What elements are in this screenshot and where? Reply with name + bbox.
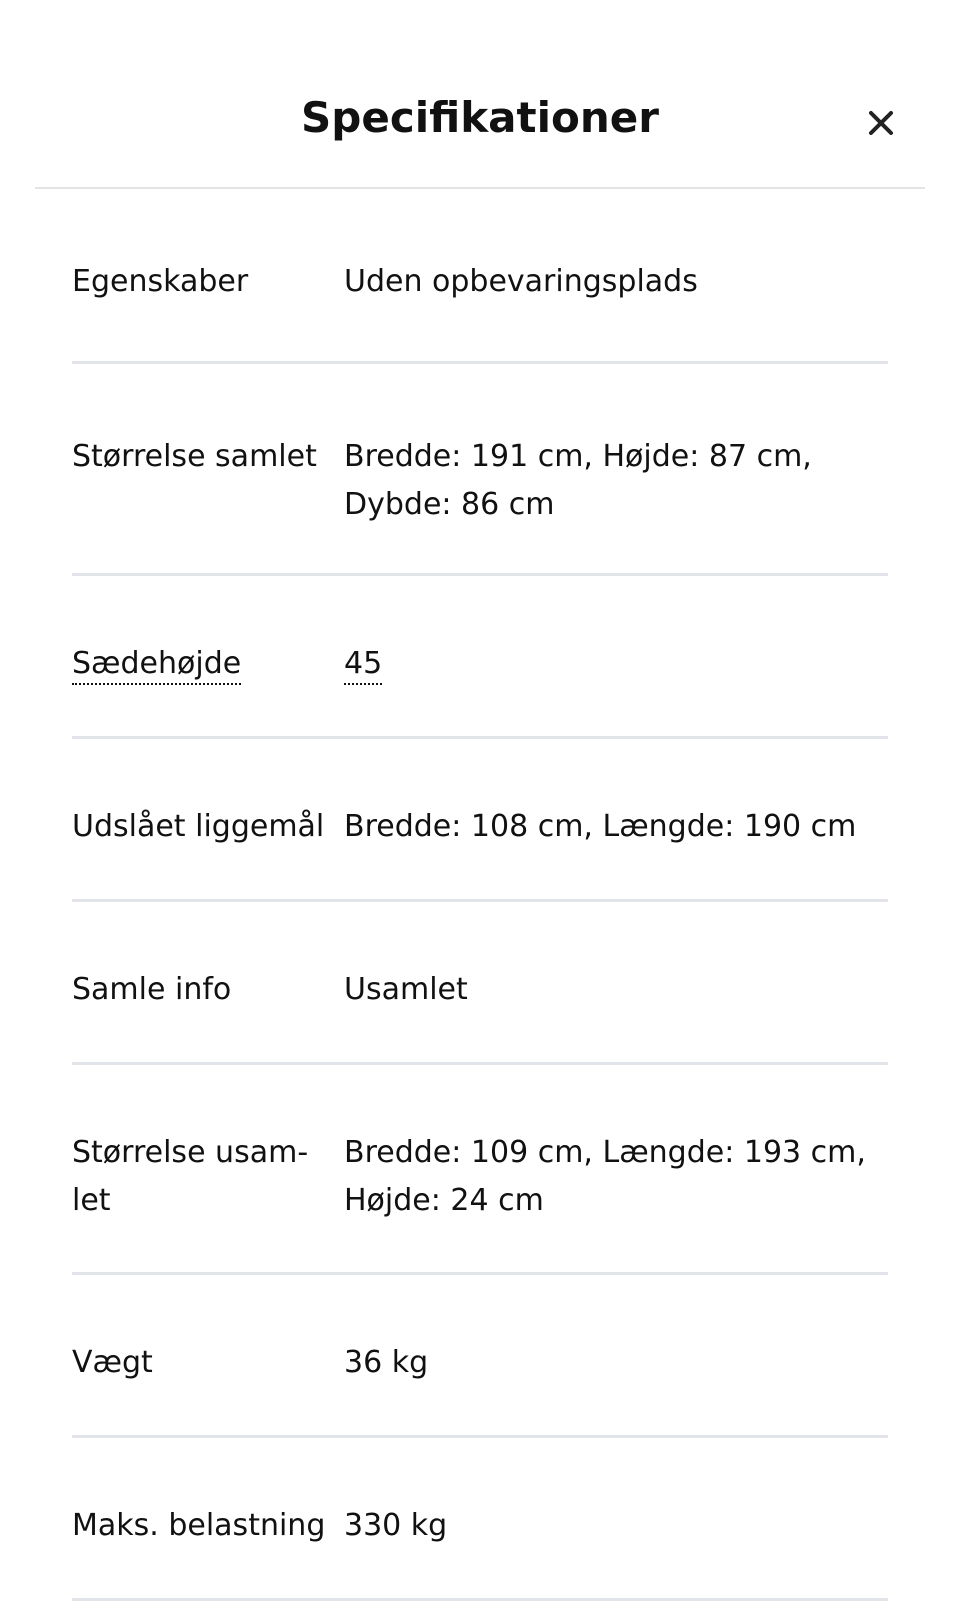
spec-row-saedehoejde bbox=[72, 576, 888, 739]
spec-value: Bredde: 108 cm, Længde: 190 cm bbox=[344, 809, 857, 844]
spec-row-udslaaet-liggemaal bbox=[72, 739, 888, 902]
spec-row-egenskaber bbox=[72, 189, 888, 364]
spec-row-vaegt bbox=[72, 1275, 888, 1438]
spec-value: Bredde: 109 cm, Længde: 193 cm, Højde: 24 cm bbox=[344, 1135, 866, 1218]
spec-label: Vægt bbox=[72, 1345, 153, 1380]
spec-value: Usamlet bbox=[344, 972, 468, 1007]
spec-value: 36 kg bbox=[344, 1345, 429, 1380]
spec-row-samle-info bbox=[72, 902, 888, 1065]
spec-value: 330 kg bbox=[344, 1508, 448, 1543]
spec-row-stoerrelse-samlet bbox=[72, 364, 888, 576]
spec-label: Maks. belastning bbox=[72, 1508, 326, 1543]
spec-row-maks-belastning bbox=[72, 1438, 888, 1601]
spec-label: Størrelse samlet bbox=[72, 439, 317, 474]
spec-label: Samle info bbox=[72, 972, 232, 1007]
spec-value: Bredde: 191 cm, Højde: 87 cm, Dybde: 86 cm bbox=[344, 439, 812, 522]
modal-title: Specifikationer bbox=[301, 93, 659, 142]
close-button[interactable] bbox=[862, 104, 900, 142]
spec-label: Udslået liggemål bbox=[72, 809, 325, 844]
spec-value-tooltip[interactable]: 45 bbox=[344, 646, 382, 685]
spec-label-tooltip[interactable]: Sædehøjde bbox=[72, 646, 241, 685]
spec-row-stoerrelse-usamlet bbox=[72, 1065, 888, 1275]
close-icon bbox=[868, 110, 894, 136]
modal-header bbox=[0, 0, 960, 186]
spec-list bbox=[72, 189, 888, 1601]
spec-label: Egenskaber bbox=[72, 264, 249, 299]
spec-value: Uden opbevaringsplads bbox=[344, 264, 698, 299]
spec-label: Størrelse usamlet bbox=[72, 1135, 309, 1218]
